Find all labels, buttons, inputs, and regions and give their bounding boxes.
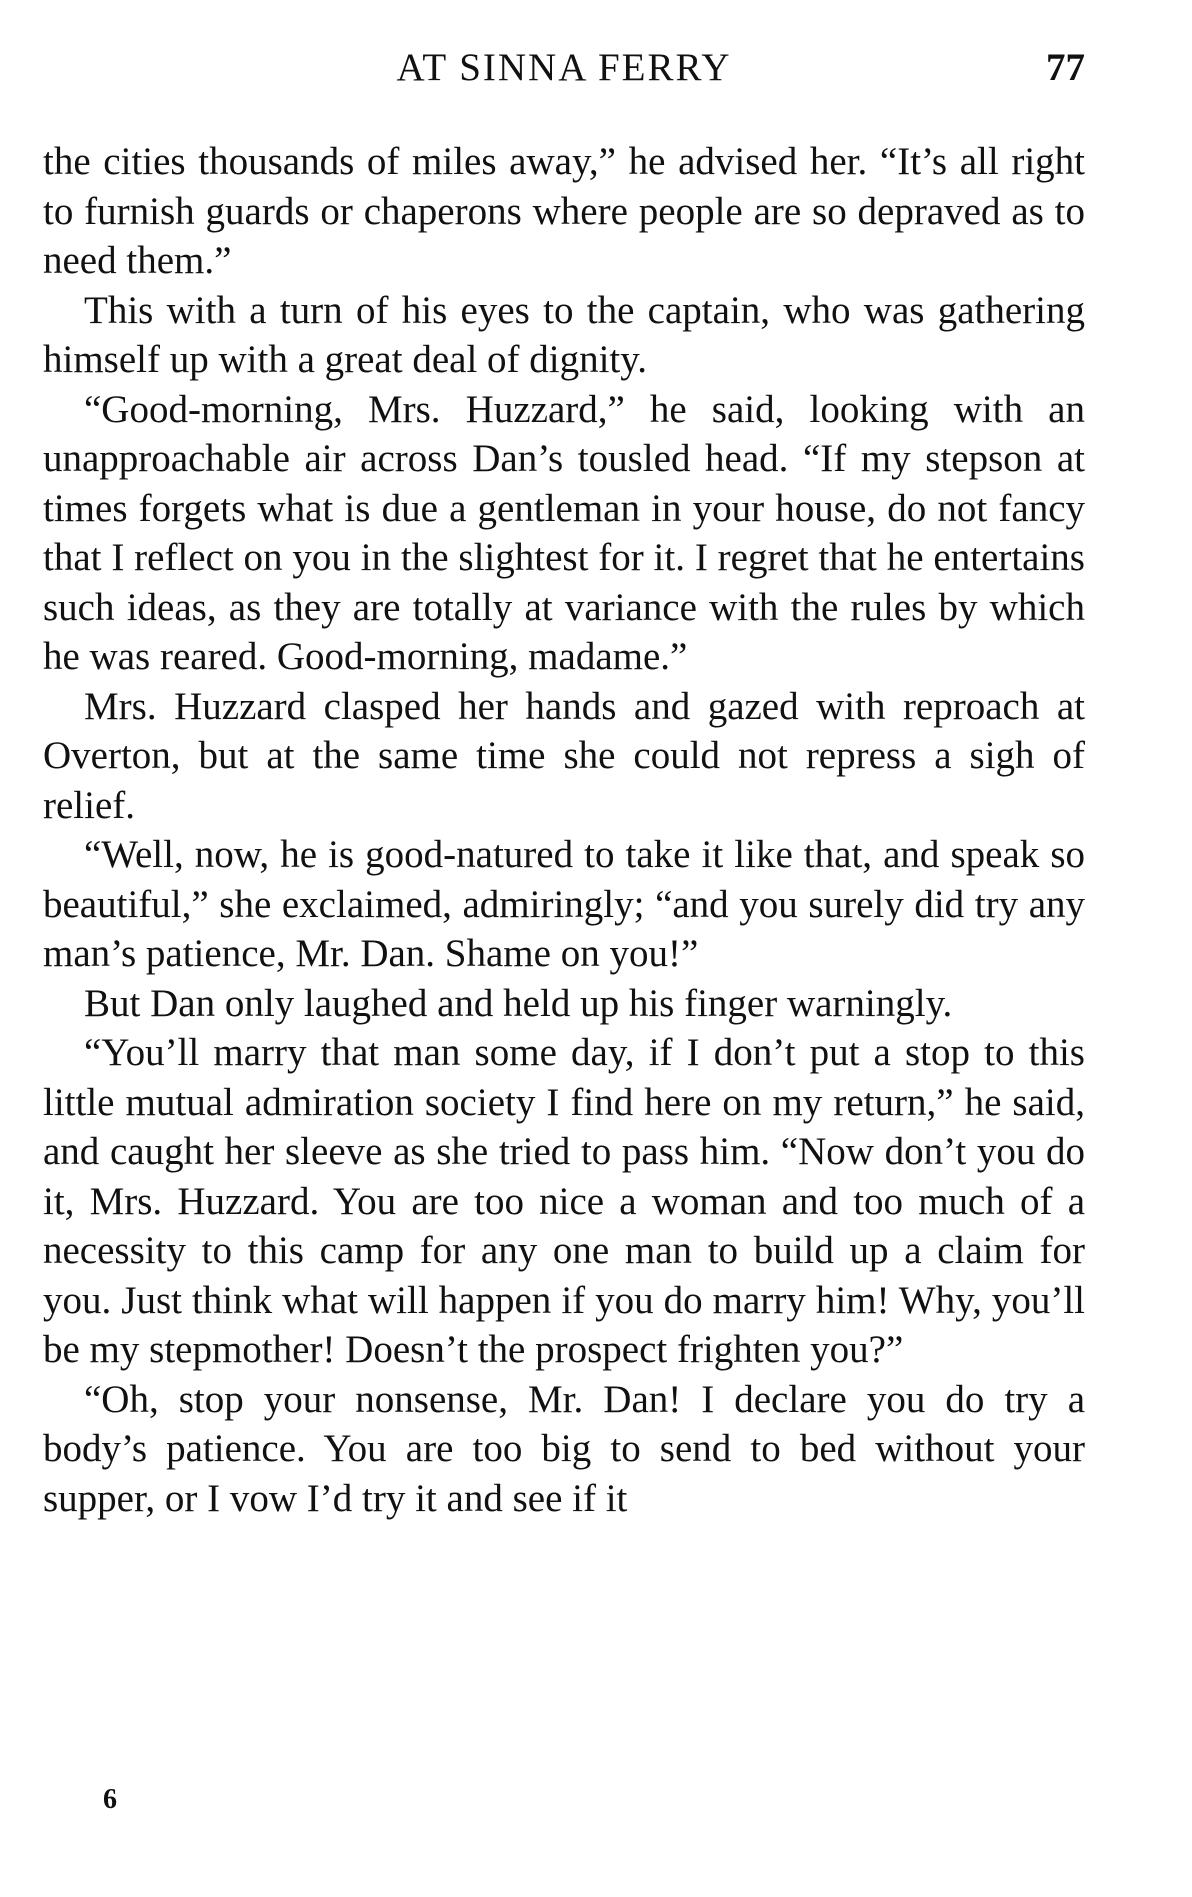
paragraph: the cities thousands of miles away,” he advised her. “It’s all right to furnish guards or chaperons where people are so depraved as to need them.” [43, 140, 1085, 282]
body-text [43, 137, 1085, 1523]
page-number: 77 [1046, 46, 1085, 89]
running-title: AT SINNA FERRY [396, 46, 732, 89]
paragraph: “Good-morning, Mrs. Huzzard,” he said, looking with an unapproachable air across Dan’s tousled head. “If my stepson at times forgets what is due a gentleman in your house, do not fancy that I reflect on you in the slightest for it. I regret that he entertains such ideas, as they are totally at variance with the rules by which he was reared. Good-morning, madame.” [43, 387, 1085, 678]
signature-mark: 6 [103, 1784, 117, 1815]
paragraph: But Dan only laughed and held up his finger warningly. [84, 981, 953, 1025]
paragraph: “You’ll marry that man some day, if I don’t put a stop to this little mutual admiration society I find here on my return,” he said, and caught her sleeve as she tried to pass him. “Now don’t you do it, Mrs. Huzzard. You are too nice a woman and too much of a necessity to this camp for any one man to build up a claim for you. Just think what will happen if you do marry him! Why, you’ll be my stepmother! Doesn’t the prospect frighten you?” [43, 1031, 1085, 1371]
paragraph: “Well, now, he is good-natured to take it like that, and speak so beautiful,” she exclaimed, admiringly; “and you surely did try any man’s patience, Mr. Dan. Shame on you!” [43, 833, 1085, 975]
running-head [43, 38, 1085, 98]
paragraph: “Oh, stop your nonsense, Mr. Dan! I declare you do try a body’s patience. You are too big to send to bed without your supper, or I vow I’d try it and see if it [43, 1377, 1085, 1520]
paragraph: This with a turn of his eyes to the captain, who was gathering himself up with a great deal of dignity. [43, 288, 1085, 381]
paragraph: Mrs. Huzzard clasped her hands and gazed with reproach at Overton, but at the same time she could not repress a sigh of relief. [43, 684, 1085, 827]
